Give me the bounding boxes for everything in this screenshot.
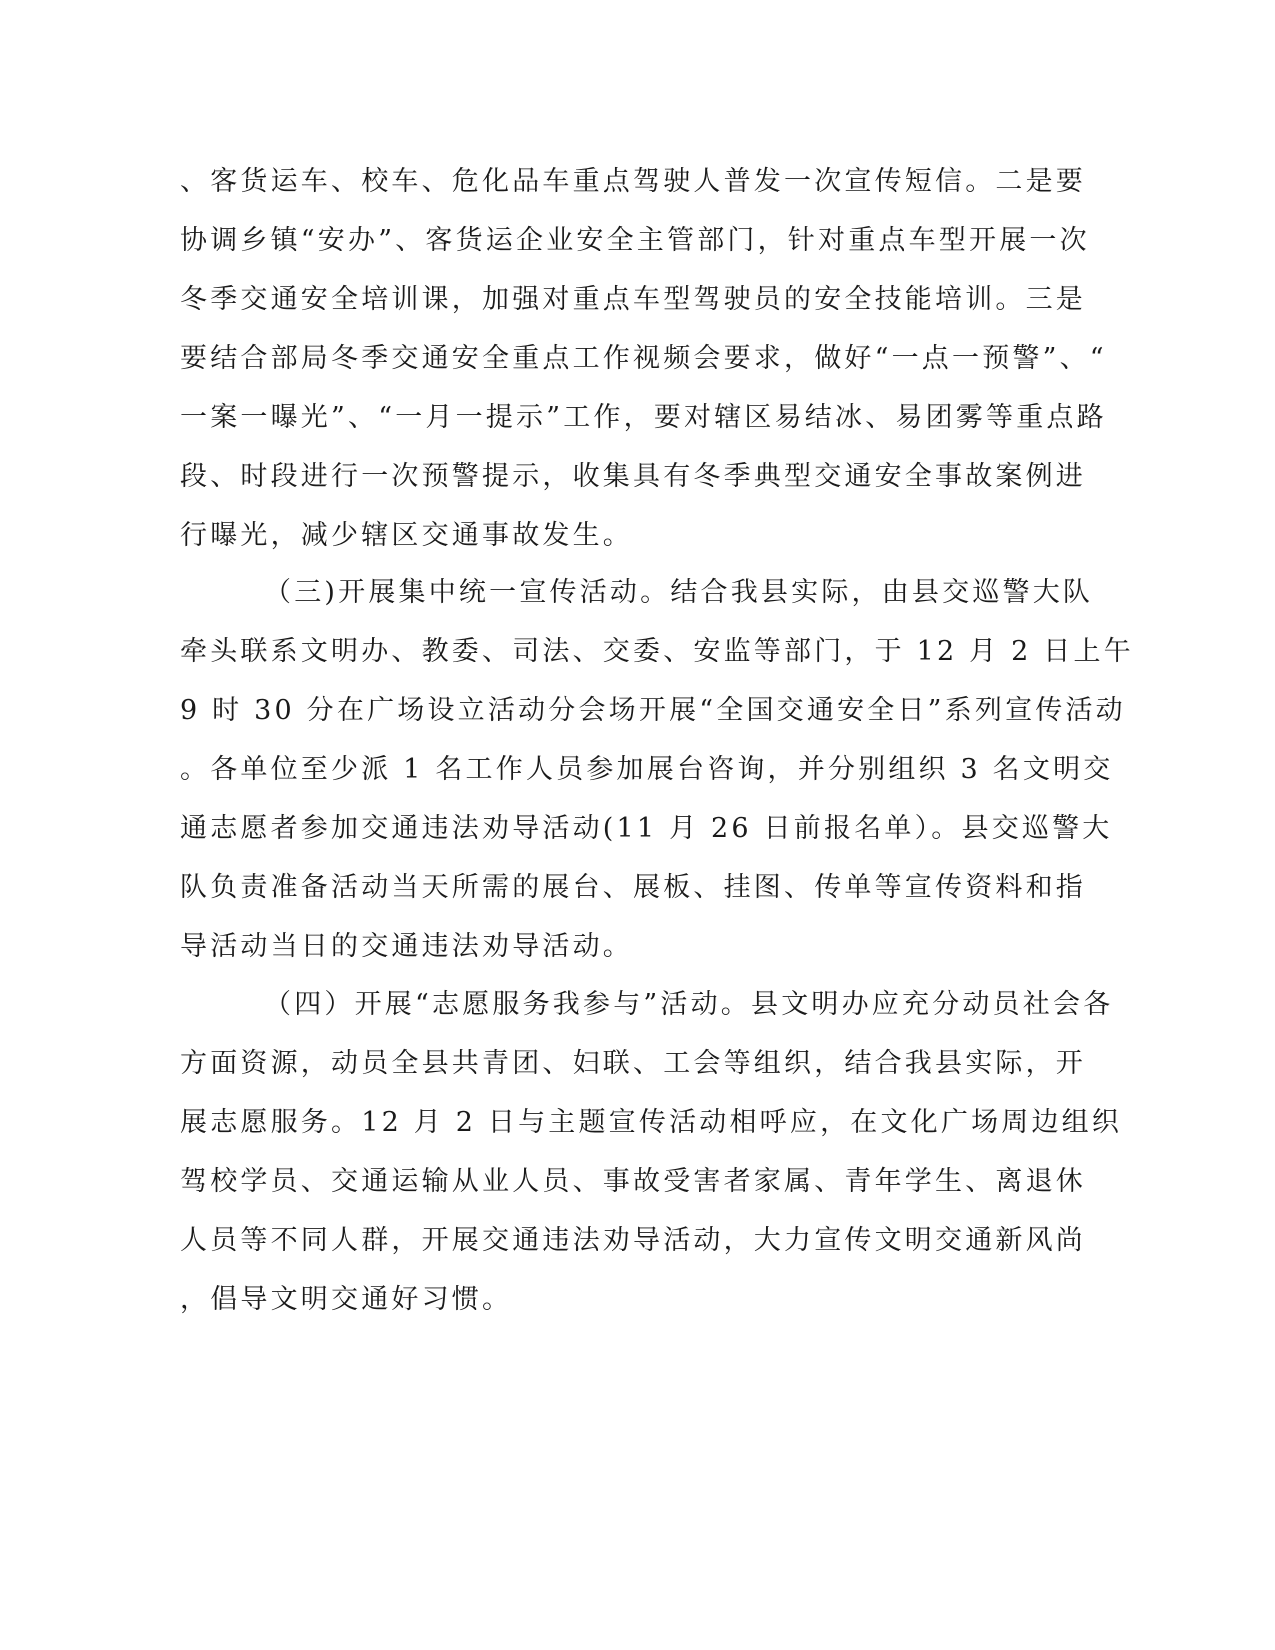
paragraph-line: 导活动当日的交通违法劝导活动。 [180,931,633,962]
paragraph-line: ，倡导文明交通好习惯。 [180,1284,513,1315]
paragraph-line: 9 时 30 分在广场设立活动分会场开展“全国交通安全日”系列宣传活动 [180,695,1126,726]
paragraph-text-messages-and-training [180,152,1107,565]
paragraph-line: 驾校学员、交通运输从业人员、事故受害者家属、青年学生、离退休 [180,1166,1086,1197]
paragraph-section-three [180,563,1134,976]
section-heading-line: （四）开展“志愿服务我参与”活动。县文明办应充分动员社会各 [264,989,1114,1020]
paragraph-section-four [180,975,1123,1329]
paragraph-line: 、客货运车、校车、危化品车重点驾驶人普发一次宣传短信。二是要 [180,166,1086,197]
paragraph-line: 队负责准备活动当天所需的展台、展板、挂图、传单等宣传资料和指 [180,872,1086,903]
paragraph-line: 方面资源，动员全县共青团、妇联、工会等组织，结合我县实际，开 [180,1048,1086,1079]
paragraph-line: 展志愿服务。12 月 2 日与主题宣传活动相呼应，在文化广场周边组织 [180,1107,1123,1138]
paragraph-line: 要结合部局冬季交通安全重点工作视频会要求，做好“一点一预警”、“ [180,343,1107,374]
paragraph-line: 段、时段进行一次预警提示，收集具有冬季典型交通安全事故案例进 [180,461,1086,492]
paragraph-line: 行曝光，减少辖区交通事故发生。 [180,520,633,551]
paragraph-line: 。各单位至少派 1 名工作人员参加展台咨询，并分别组织 3 名文明交 [180,754,1114,785]
paragraph-line: 冬季交通安全培训课，加强对重点车型驾驶员的安全技能培训。三是 [180,284,1086,315]
section-heading-line: （三)开展集中统一宣传活动。结合我县实际，由县交巡警大队 [264,577,1094,608]
paragraph-line: 协调乡镇“安办”、客货运企业安全主管部门，针对重点车型开展一次 [180,225,1090,256]
paragraph-line: 人员等不同人群，开展交通违法劝导活动，大力宣传文明交通新风尚 [180,1225,1086,1256]
paragraph-line: 牵头联系文明办、教委、司法、交委、安监等部门，于 12 月 2 日上午 [180,636,1134,667]
paragraph-line: 一案一曝光”、“一月一提示”工作，要对辖区易结冰、易团雾等重点路 [180,402,1107,433]
paragraph-line: 通志愿者参加交通违法劝导活动(11 月 26 日前报名单）。县交巡警大 [180,813,1113,844]
